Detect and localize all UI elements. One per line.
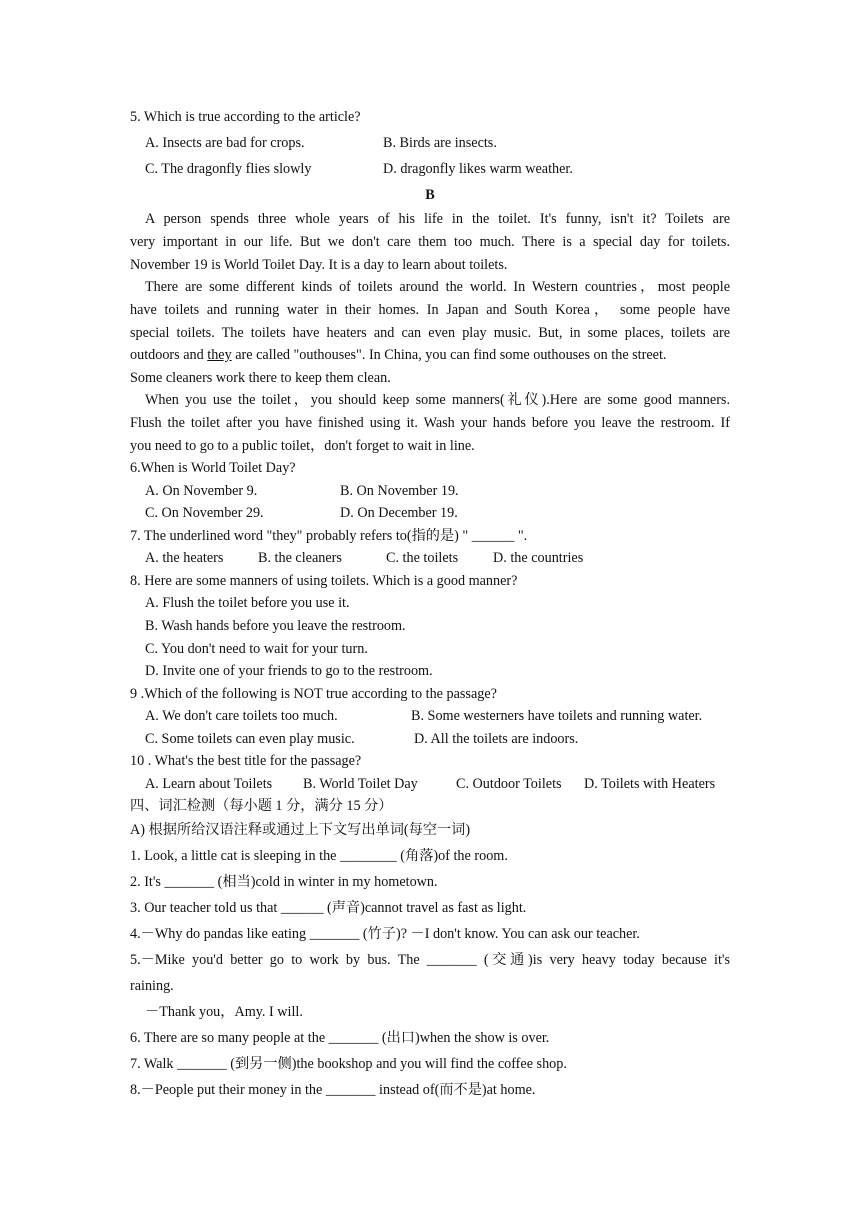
passage-p3-line3: you need to go to a public toilet，don't forget to wait in line.	[130, 438, 475, 454]
vocab-item-7: 7. Walk _______ (到另一侧)the bookshop and you will find the coffee shop.	[130, 1056, 567, 1072]
section4-part-a-instructions: A) 根据所给汉语注释或通过上下文写出单词(每空一词)	[130, 822, 471, 838]
passage-p1-line2: very important in our life. But we don't care them too much. There is a special day for toilets.	[130, 234, 730, 250]
q7-stem: 7. The underlined word "they" probably refers to(指的是) " ______ ".	[130, 528, 528, 544]
vocab-item-6: 6. There are so many people at the _______ (出口)when the show is over.	[130, 1030, 550, 1046]
q9-option-c: C. Some toilets can even play music.	[145, 731, 355, 747]
passage-p3-line2: Flush the toilet after you have finished using it. Wash your hands before you leave the restroom. If	[130, 415, 730, 431]
vocab-item-2: 2. It's _______ (相当)cold in winter in my hometown.	[130, 874, 438, 890]
q9-option-b: B. Some westerners have toilets and running water.	[411, 708, 703, 724]
q10-option-b: B. World Toilet Day	[303, 776, 418, 792]
vocab-item-1: 1. Look, a little cat is sleeping in the ________ (角落)of the room.	[130, 848, 508, 864]
q9-option-d: D. All the toilets are indoors.	[414, 731, 579, 747]
q6-stem: 6.When is World Toilet Day?	[130, 460, 296, 476]
passage-p1-line1: A person spends three whole years of his life in the toilet. It's funny, isn't it? Toilets are	[145, 211, 730, 227]
vocab-item-8: 8.－People put their money in the _______ instead of(而不是)at home.	[130, 1082, 536, 1098]
passage-p2-line3: special toilets. The toilets have heaters and can even play music. But, in some places, toilets are	[130, 325, 730, 341]
q8-stem: 8. Here are some manners of using toilets. Which is a good manner?	[130, 573, 518, 589]
q10-option-a: A. Learn about Toilets	[145, 776, 273, 792]
q5-option-b: B. Birds are insects.	[383, 135, 497, 151]
passage-p2-line5: Some cleaners work there to keep them clean.	[130, 370, 391, 386]
q7-option-d: D. the countries	[493, 550, 584, 566]
q7-option-c: C. the toilets	[386, 550, 459, 566]
q6-option-d: D. On December 19.	[340, 505, 458, 521]
q5-option-d: D. dragonfly likes warm weather.	[383, 161, 573, 177]
q8-option-d: D. Invite one of your friends to go to the restroom.	[145, 663, 433, 679]
vocab-item-5-line3: －Thank you，Amy. I will.	[145, 1004, 303, 1020]
passage-p2-line2: have toilets and running water in their homes. In Japan and South Korea， some people have	[130, 302, 730, 318]
underlined-word-they: they	[207, 347, 232, 363]
q10-option-c: C. Outdoor Toilets	[456, 776, 562, 792]
q5-option-c: C. The dragonfly flies slowly	[145, 161, 312, 177]
q7-option-b: B. the cleaners	[258, 550, 342, 566]
q9-stem: 9 .Which of the following is NOT true according to the passage?	[130, 686, 497, 702]
vocab-item-5-line1: 5.－Mike you'd better go to work by bus. The _______ (交通)is very heavy today because it's	[130, 952, 730, 968]
vocab-item-5-line2: raining.	[130, 978, 174, 994]
q10-option-d: D. Toilets with Heaters	[584, 776, 716, 792]
q8-option-c: C. You don't need to wait for your turn.	[145, 641, 368, 657]
passage-text: are called "outhouses". In China, you can find some outhouses on the street.	[231, 347, 667, 363]
q7-option-a: A. the heaters	[145, 550, 224, 566]
q5-stem: 5. Which is true according to the article?	[130, 109, 361, 125]
q6-option-c: C. On November 29.	[145, 505, 264, 521]
section-b-title: B	[425, 187, 435, 203]
vocab-item-3: 3. Our teacher told us that ______ (声音)cannot travel as fast as light.	[130, 900, 527, 916]
vocab-item-4: 4.－Why do pandas like eating _______ (竹子)? －I don't know. You can ask our teacher.	[130, 926, 640, 942]
q6-option-a: A. On November 9.	[145, 483, 258, 499]
q8-option-a: A. Flush the toilet before you use it.	[145, 595, 350, 611]
q9-option-a: A. We don't care toilets too much.	[145, 708, 338, 724]
section4-title: 四、词汇检测（每小题 1 分，满分 15 分）	[130, 798, 393, 814]
q6-option-b: B. On November 19.	[340, 483, 459, 499]
q10-stem: 10 . What's the best title for the passage?	[130, 753, 362, 769]
q8-option-b: B. Wash hands before you leave the restroom.	[145, 618, 406, 634]
q5-option-a: A. Insects are bad for crops.	[145, 135, 305, 151]
passage-text: outdoors and	[130, 347, 208, 363]
passage-p2-line1: There are some different kinds of toilets around the world. In Western countries，most people	[145, 279, 730, 295]
passage-p1-line3: November 19 is World Toilet Day. It is a day to learn about toilets.	[130, 257, 508, 273]
passage-p2-line4	[130, 346, 730, 364]
passage-p3-line1: When you use the toilet，you should keep some manners(礼仪).Here are some good manners.	[145, 392, 730, 408]
